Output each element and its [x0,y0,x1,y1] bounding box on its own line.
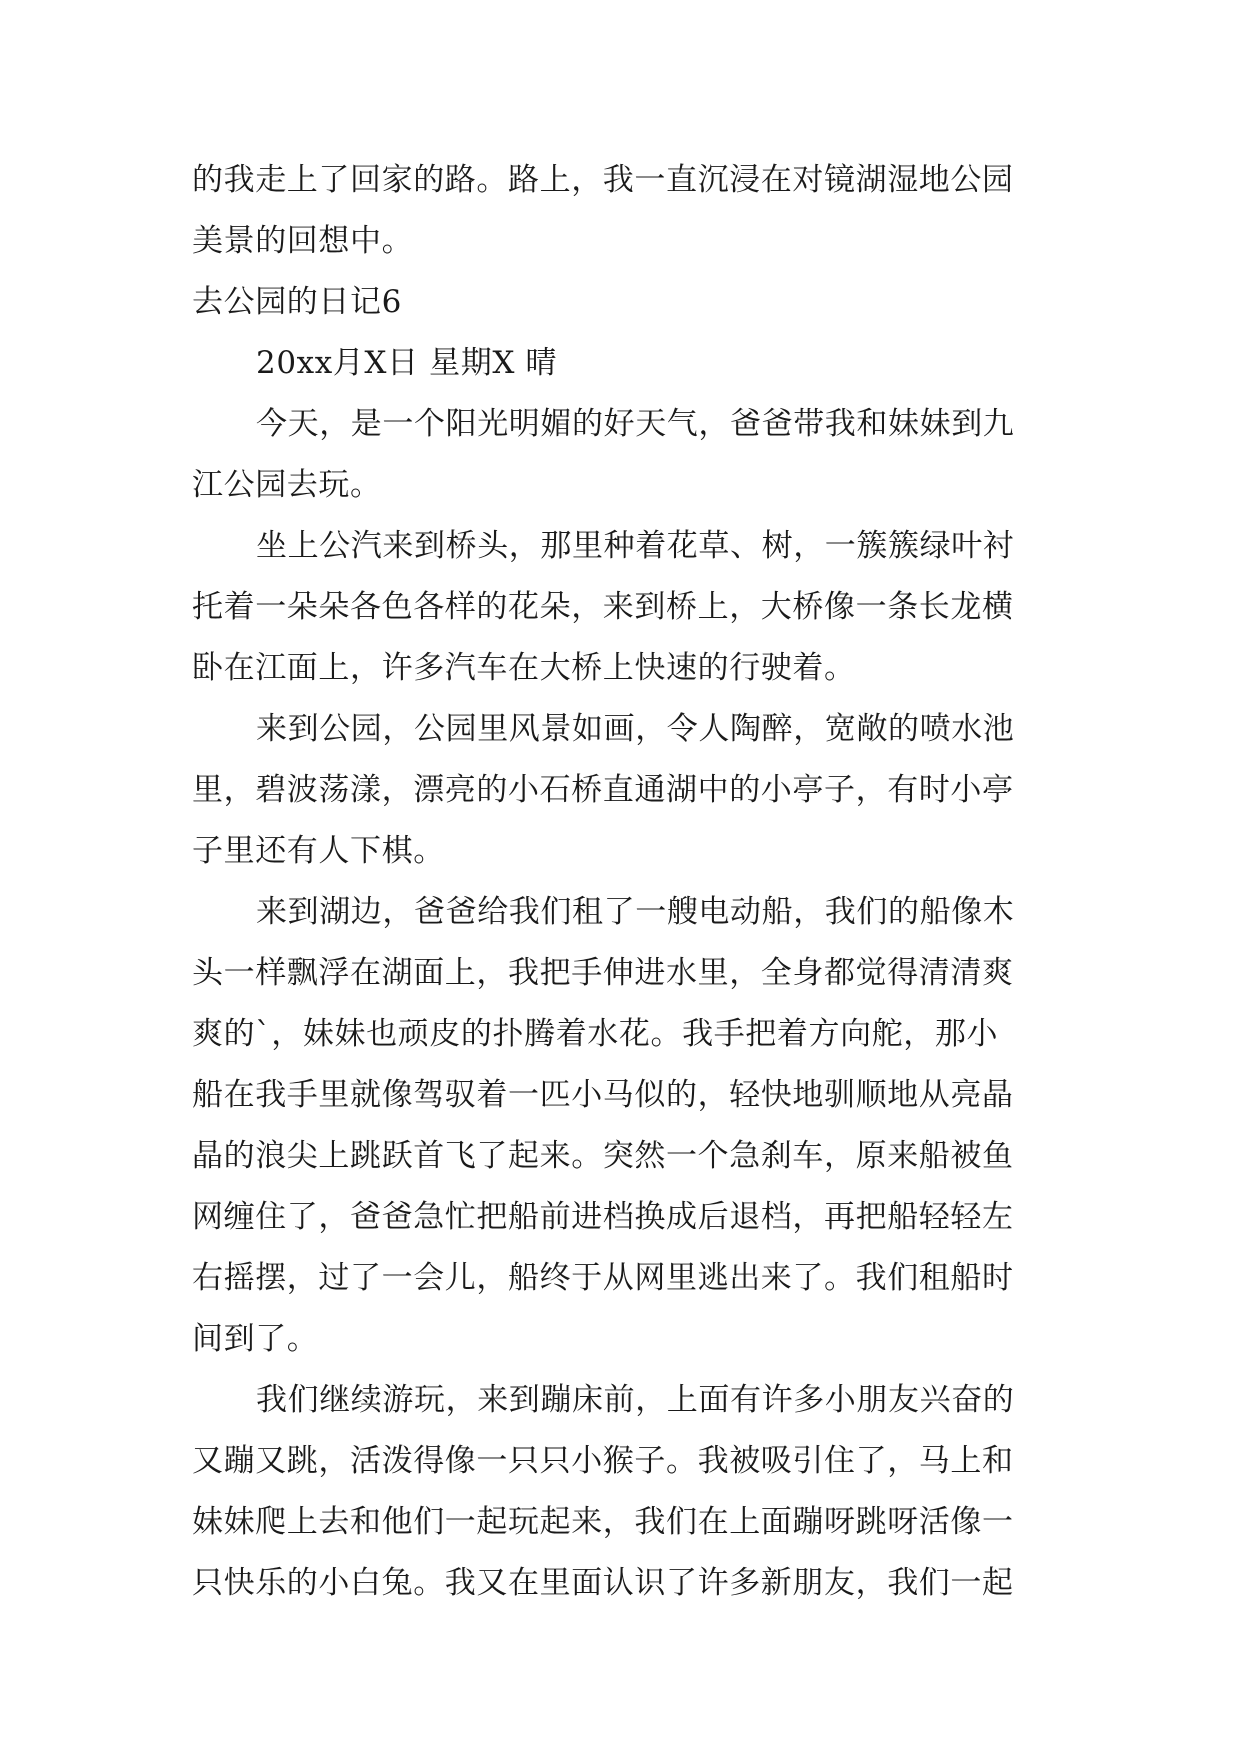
text-line: 江公园去玩。 [192,467,382,503]
text-line: 妹妹爬上去和他们一起玩起来，我们在上面蹦呀跳呀活像一 [192,1504,1014,1540]
text-line: 美景的回想中。 [192,223,414,259]
diary-text-body [192,150,1054,1614]
text-line: 右摇摆，过了一会儿，船终于从网里逃出来了。我们租船时 [192,1260,1014,1296]
paragraph-start-line: 来到公园，公园里风景如画，令人陶醉，宽敞的喷水池 [256,711,1015,747]
text-line: 里，碧波荡漾，漂亮的小石桥直通湖中的小亭子，有时小亭 [192,772,1014,808]
paragraph-start-line: 来到湖边，爸爸给我们租了一艘电动船，我们的船像木 [256,894,1015,930]
text-line: 晶的浪尖上跳跃首飞了起来。突然一个急刹车，原来船被鱼 [192,1138,1014,1174]
paragraph-start-line: 今天，是一个阳光明媚的好天气，爸爸带我和妹妹到九 [256,406,1015,442]
text-line: 网缠住了，爸爸急忙把船前进档换成后退档，再把船轻轻左 [192,1199,1014,1235]
paragraph-start-line: 我们继续游玩，来到蹦床前，上面有许多小朋友兴奋的 [256,1382,1015,1418]
diary-heading: 去公园的日记6 [192,284,402,320]
text-line: 爽的`，妹妹也顽皮的扑腾着水花。我手把着方向舵，那小 [192,1016,999,1052]
text-line: 又蹦又跳，活泼得像一只只小猴子。我被吸引住了，马上和 [192,1443,1014,1479]
text-line: 只快乐的小白兔。我又在里面认识了许多新朋友，我们一起 [192,1565,1014,1601]
text-line: 的我走上了回家的路。路上，我一直沉浸在对镜湖湿地公园 [192,162,1014,198]
text-line: 间到了。 [192,1321,319,1357]
text-line: 船在我手里就像驾驭着一匹小马似的，轻快地驯顺地从亮晶 [192,1077,1014,1113]
text-line: 子里还有人下棋。 [192,833,445,869]
text-line: 卧在江面上，许多汽车在大桥上快速的行驶着。 [192,650,856,686]
text-line: 托着一朵朵各色各样的花朵，来到桥上，大桥像一条长龙横 [192,589,1014,625]
paragraph-start-line: 坐上公汽来到桥头，那里种着花草、树，一簇簇绿叶衬 [256,528,1015,564]
diary-date-line: 20xx月X日 星期X 晴 [256,345,558,381]
text-line: 头一样飘浮在湖面上，我把手伸进水里，全身都觉得清清爽 [192,955,1014,991]
